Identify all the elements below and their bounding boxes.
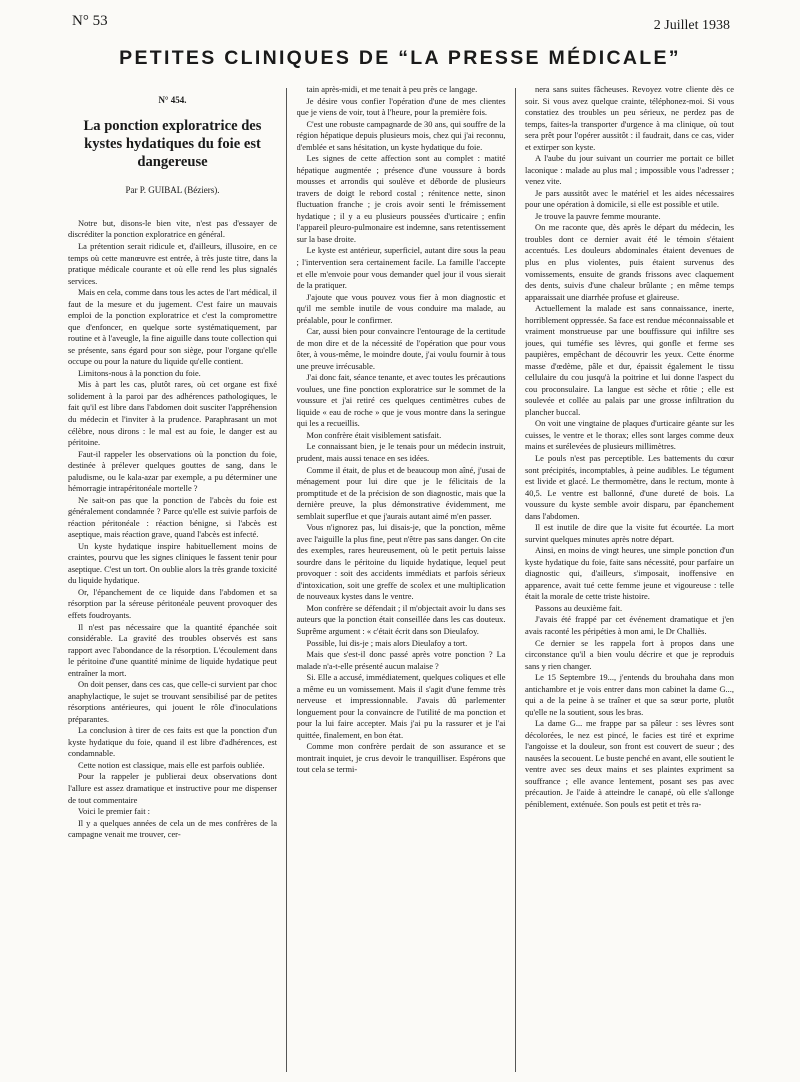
paragraph: A l'aube du jour suivant un courrier me portait ce billet laconique : malade au plus mal ; impossible vous l'adresser ; venez vite. bbox=[525, 153, 734, 187]
paragraph: Le 15 Septembre 19..., j'entends du brouhaha dans mon antichambre et je vois entrer dans mon cabinet la dame G..., qui a de la peine à se traîner et que sa sœur porte, plutôt qu'elle ne la soutient, sous les bras. bbox=[525, 672, 734, 717]
paragraph: J'ai donc fait, séance tenante, et avec toutes les précautions voulues, une fine ponction exploratrice sur le sommet de la voussure et j'ai retiré ces quelques centimètres cubes de liquide « eau de roche » que je vous montre dans la seringue qui les a recueillis. bbox=[296, 372, 506, 429]
paragraph: Faut-il rappeler les observations où la ponction du foie, destinée à prélever quelques gouttes de sang, dans le paludisme, ou le kala-azar par exemple, a pu déterminer une hémorragie intrapéritonéale mortelle ? bbox=[68, 448, 277, 494]
paragraph: Les signes de cette affection sont au complet : matité hépatique augmentée ; présence d'une voussure à bords mousses et arrondis qui soulève et déborde de plusieurs travers de doigt le rebord costal ; rénitence nette, sinon fluctuation franche ; je crois avoir senti le frémissement hydatique ; il y a eu plusieurs poussées d'urticaire ; enfin l'appareil pleuro-pulmonaire est indemne, sans retentissement sur la base droite. bbox=[296, 153, 506, 244]
paragraph: Possible, lui dis-je ; mais alors Dieulafoy a tort. bbox=[306, 637, 468, 648]
paragraph: La conclusion à tirer de ces faits est que la ponction d'un kyste hydatique du foie, quand il est libre d'adhérences, est condamnable. bbox=[68, 725, 277, 759]
journal-banner: PETITES CLINIQUES DE “LA PRESSE MÉDICALE” bbox=[119, 47, 681, 69]
paragraph: Vous n'ignorez pas, lui disais-je, que la ponction, même avec l'aiguille la plus fine, peut n'être pas sans danger. On cite des exemples, rares heureusement, où le petit pertuis laisse sourdre dans le péritoine du liquide hydatique, lequel peut provoquer : soit des accidents immédiats et parfois sérieux d'intoxication, soit une greffe de scolex et une multiplication de nouveaux kystes dans le ventre. bbox=[296, 522, 506, 602]
article-author: Par P. GUIBAL (Béziers). bbox=[125, 184, 220, 195]
paragraph: Mon confrère était visiblement satisfait. bbox=[306, 429, 442, 440]
paragraph: tain après-midi, et me tenait à peu près ce langage. bbox=[306, 84, 478, 94]
paragraph: Pour la rappeler je publierai deux observations dont l'allure est assez dramatique et instructive pour me dispenser de tout commentaire bbox=[68, 771, 277, 805]
paragraph: Ne sait-on pas que la ponction de l'abcès du foie est généralement condamnée ? Parce qu'elle est suivie parfois de réaction péritonéale : réaction bénigne, si l'abcès est aseptique, mais réaction grave, quand l'abcès est infecté. bbox=[68, 494, 277, 540]
paragraph: Passons au deuxième fait. bbox=[535, 602, 623, 613]
column-1-body bbox=[68, 218, 277, 841]
paragraph: Mon confrère se défendait ; il m'objectait avoir lu dans ses auteurs que la ponction était conseillée dans les cas douteux. Suprême argument : « c'était écrit dans son Dieulafoy. bbox=[296, 602, 506, 636]
paragraph: Je trouve la pauvre femme mourante. bbox=[535, 210, 661, 221]
issue-number: N° 53 bbox=[72, 13, 108, 29]
article-title: La ponction exploratrice des kystes hydatiques du foie est dangereuse bbox=[83, 118, 262, 170]
column-2-body bbox=[297, 84, 506, 776]
paragraph: Je pars aussitôt avec le matériel et les aides nécessaires pour une opération à domicile, si elle est possible et utile. bbox=[525, 187, 734, 210]
column-3-body bbox=[525, 84, 734, 810]
paragraph: On voit une vingtaine de plaques d'urticaire géante sur les cuisses, le ventre et le thorax; elles sont larges comme deux mains et surélevées de plusieurs millimètres. bbox=[525, 418, 734, 452]
paragraph: Il n'est pas nécessaire que la quantité épanchée soit considérable. La gravité des troubles observés est sans rapport avec l'abondance de la résorption. L'écoulement dans le péritoine d'une quantité minime de liquide hydatique peut entraîner la mort. bbox=[68, 621, 277, 678]
paragraph: J'avais été frappé par cet événement dramatique et j'en avais raconté les péripéties à mon ami, le Dr Challiès. bbox=[525, 614, 734, 636]
column-1 bbox=[68, 84, 277, 1074]
paragraph: Or, l'épanchement de ce liquide dans l'abdomen et sa résorption par la séreuse péritonéale peuvent provoquer des effets foudroyants. bbox=[68, 586, 277, 621]
paragraph: On me raconte que, dès après le départ du médecin, les troubles dont ce dernier avait été le témoin s'étaient accentués. Les douleurs abdominales étaient devenues de plus en plus violentes, puis étaient survenus des vomissements, ensuite de grands frissons avec claquement des dents, suivis d'une chaleur brûlante ; en même temps apparaissait une diarrhée profuse et glaireuse. bbox=[525, 222, 734, 302]
paragraph: Ainsi, en moins de vingt heures, une simple ponction d'un kyste hydatique du foie, faite sans nécessité, pour parfaire un diagnostic qui, d'ailleurs, s'imposait, inoffensive en apparence, avait tué cette femme jeune et vigoureuse : telle était la morale de cette triste histoire. bbox=[525, 545, 734, 602]
paragraph: Actuellement la malade est sans connaissance, inerte, horriblement oppressée. Sa face est rendue méconnaissable et vraiment monstrueuse par une bouffissure qui infiltre ses joues, qui tuméfie ses lèvres, qui gonfle et ferme ses paupières, empêchant de découvrir les yeux. Cette énorme masse d'œdème, pâle et dur, épaissit également le tissu cellulaire du cou jusqu'à la poitrine et lui donne l'aspect du cou proconsulaire. La langue est sèche et rôtie ; elle est soulevée et collée au palais par une grosse infiltration du plancher buccal. bbox=[525, 303, 734, 417]
paragraph: Il y a quelques années de cela un de mes confrères de la campagne venait me trouver, cer- bbox=[68, 817, 277, 840]
paragraph: Je désire vous confier l'opération d'une de mes clientes que je viens de voir, tout à l'heure, pour la première fois. bbox=[296, 95, 506, 118]
paragraph: On doit penser, dans ces cas, que celle-ci survient par choc anaphylactique, le sujet se trouvant sensibilisé par de petites résorptions antérieures, qui jouent le rôle d'inoculations préparantes. bbox=[68, 679, 277, 724]
paragraph: nera sans suites fâcheuses. Revoyez votre cliente dès ce soir. Si vous avez quelque crainte, téléphonez-moi. Si vous constatiez des troubles un peu sérieux, ne perdez pas de temps, faites-la transporter d'urgence à ma clinique, où tout sera prêt pour l'opérer aussitôt : il faudrait, dans ce cas, vider et extirper son kyste. bbox=[525, 84, 734, 152]
paragraph: Il est inutile de dire que la visite fut écourtée. La mort survint quelques minutes après notre départ. bbox=[525, 522, 734, 544]
paragraph: J'ajoute que vous pouvez vous fier à mon diagnostic et qu'il me semble inutile de vous conduire ma malade, au préalable, pour le confirmer. bbox=[296, 291, 506, 325]
column-divider bbox=[286, 88, 287, 1072]
article-number: N° 454. bbox=[158, 95, 187, 105]
paragraph: Mais que s'est-il donc passé après votre ponction ? La malade n'a-t-elle présenté aucun malaise ? bbox=[296, 649, 506, 671]
paragraph: La dame G... me frappe par sa pâleur : ses lèvres sont décolorées, le nez est pincé, le facies est tiré et exprime l'angoisse et la douleur, son front est couvert de sueur ; des nausées la secouent. Le buste penché en avant, elle soutient le ventre avec ses deux mains et ses plaintes expriment sa souffrance ; elle avance lentement, posant ses pas avec précaution. Je l'aide à atteindre le canapé, où elle s'allonge péniblement, exténuée. Son pouls est petit et très ra- bbox=[525, 718, 734, 809]
paragraph: La prétention serait ridicule et, d'ailleurs, illusoire, en ce temps où cette manœuvre est entrée, à très juste titre, dans la pratique médicale courante et où elle rend les plus signalés services. bbox=[68, 241, 277, 286]
column-2 bbox=[297, 84, 506, 1074]
paragraph: Comme mon confrère perdait de son assurance et se montrait inquiet, je crus devoir le tranquilliser. Espérons que tout cela se termi- bbox=[296, 741, 506, 775]
paragraph: Le kyste est antérieur, superficiel, autant dire sous la peau ; l'intervention sera certainement facile. La famille l'accepte et elle m'envoie pour vous demander quel jour il vous sierait de la pratiquer. bbox=[296, 245, 506, 291]
paragraph: Le connaissant bien, je le tenais pour un médecin instruit, prudent, mais aussi tenace en ses idées. bbox=[296, 441, 506, 463]
column-3 bbox=[525, 84, 734, 1074]
paragraph: Si. Elle a accusé, immédiatement, quelques coliques et elle a même eu un vomissement. Mais il s'agit d'une femme très nerveuse et impressionnable. J'avais dû parlementer longuement pour la convaincre de l'utilité de ma ponction et pour la lui faire accepter. Mais j'ai pu la rassurer et je l'ai quittée, finalement, en bon état. bbox=[296, 672, 506, 740]
paragraph: Limitons-nous à la ponction du foie. bbox=[78, 367, 201, 378]
paragraph: Cette notion est classique, mais elle est parfois oubliée. bbox=[78, 759, 265, 770]
paragraph: Car, aussi bien pour convaincre l'entourage de la certitude de mon dire et de la nécessité de l'opération que pour vous ôter, à vous-même, le moindre doute, j'ai voulu fournir à tous une preuve irrécusable. bbox=[296, 326, 506, 371]
issue-date: 2 Juillet 1938 bbox=[653, 18, 730, 33]
paragraph: Le pouls n'est pas perceptible. Les battements du cœur sont précipités, incomptables, à peine audibles. Le tégument est livide et glacé. Le thermomètre, dans le rectum, monte à 40,5. Le ventre est ballonné, d'une dureté de bois. La voussure du kyste semble avoir disparu, par épanchement dans l'abdomen. bbox=[525, 453, 734, 521]
paragraph: Mais en cela, comme dans tous les actes de l'art médical, il faut de la mesure et du jugement. C'est faire un mauvais emploi de la ponction exploratrice et c'est la compromettre que d'enfoncer, en quelque sorte systématiquement, par routine et à l'aveugle, la fine aiguille dans toute collection qui se présente, sans égard pour son siège, pour l'organe qu'elle occupe ou pour la nature du liquide qu'elle contient. bbox=[68, 287, 277, 367]
column-divider bbox=[515, 88, 516, 1072]
paragraph: Mis à part les cas, plutôt rares, où cet organe est fixé solidement à la paroi par des adhérences pathologiques, le fait qu'il est libre dans l'abdomen doit susciter l'appréhension du médecin et l'inviter à la prudence. Paraphrasant un mot célèbre, nous dirons : le mal est au foie, le danger est au péritoine. bbox=[68, 379, 277, 448]
paragraph: Ce dernier se les rappela fort à propos dans une circonstance qu'il a bien voulu décrire et que je reproduis sans y rien changer. bbox=[525, 637, 734, 671]
paragraph: Comme il était, de plus et de beaucoup mon aîné, j'usai de ménagement pour lui dire que je le félicitais de la promptitude et de la précision de son diagnostic, mais que la dernière preuve, la plus démonstrative évidemment, me semblait superflue et que j'aurais autant aimé m'en passer. bbox=[296, 464, 506, 521]
paragraph: C'est une robuste campagnarde de 30 ans, qui souffre de la région hépatique depuis plusieurs mois, chez qui j'ai reconnu, d'emblée et sans hésitation, un kyste hydatique du foie. bbox=[296, 118, 506, 152]
paragraph: Un kyste hydatique inspire habituellement moins de craintes, pourvu que les signes cliniques le fassent tenir pour aseptique. C'est un tort. On oublie alors la très grande toxicité du liquide hydatique. bbox=[68, 540, 277, 586]
article-columns bbox=[68, 84, 734, 1074]
paragraph: Voici le premier fait : bbox=[78, 806, 151, 817]
paragraph: Notre but, disons-le bien vite, n'est pas d'essayer de discréditer la ponction exploratrice en général. bbox=[68, 217, 277, 240]
